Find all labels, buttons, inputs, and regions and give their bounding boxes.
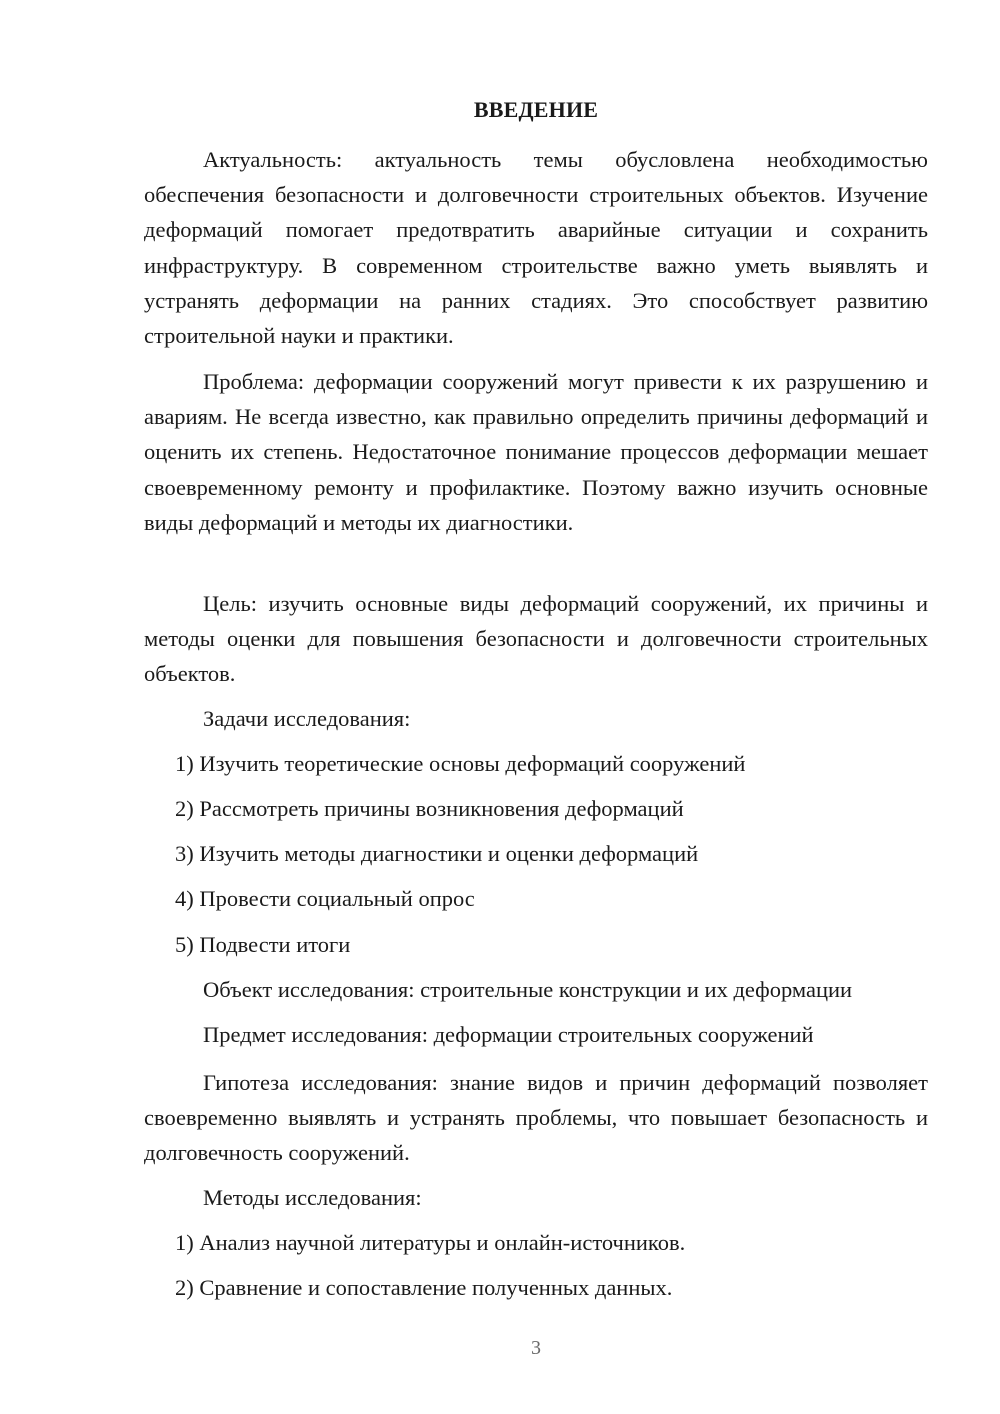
tasks-title: Задачи исследования: <box>203 706 411 731</box>
method-item-1: 1) Анализ научной литературы и онлайн-источников. <box>175 1230 686 1255</box>
methods-title: Методы исследования: <box>203 1185 422 1210</box>
task-item-5: 5) Подвести итоги <box>175 932 351 957</box>
paragraph-problem: Проблема: деформации сооружений могут привести к их разрушению и авариям. Не всегда известно, как правильно определить причины деформаций и оценить их степень. Недостаточное понимание процессов деформации мешает своевременному ремонту и профилактике. Поэтому важно изучить основные виды деформаций и методы их диагностики. <box>144 369 928 535</box>
method-item-2: 2) Сравнение и сопоставление полученных данных. <box>175 1275 673 1300</box>
paragraph-relevance: Актуальность: актуальность темы обусловлена необходимостью обеспечения безопасности и долговечности строительных объектов. Изучение деформаций помогает предотвратить аварийные ситуации и сохранить инфраструктуру. В современном строительстве важно уметь выявлять и устранять деформации на ранних стадиях. Это способствует развитию строительной науки и практики. <box>144 147 928 349</box>
task-item-4: 4) Провести социальный опрос <box>175 886 475 911</box>
task-item-2: 2) Рассмотреть причины возникновения деформаций <box>175 796 684 821</box>
paragraph-goal: Цель: изучить основные виды деформаций сооружений, их причины и методы оценки для повышения безопасности и долговечности строительных объектов. <box>144 591 928 687</box>
research-object: Объект исследования: строительные конструкции и их деформации <box>203 977 853 1002</box>
research-subject: Предмет исследования: деформации строительных сооружений <box>203 1022 814 1047</box>
page-number: 3 <box>531 1337 541 1359</box>
section-heading: ВВЕДЕНИЕ <box>473 97 599 122</box>
paragraph-hypothesis: Гипотеза исследования: знание видов и причин деформаций позволяет своевременно выявлять и устранять проблемы, что повышает безопасность и долговечность сооружений. <box>144 1070 928 1166</box>
task-item-3: 3) Изучить методы диагностики и оценки деформаций <box>175 841 699 866</box>
task-item-1: 1) Изучить теоретические основы деформаций сооружений <box>175 751 746 776</box>
